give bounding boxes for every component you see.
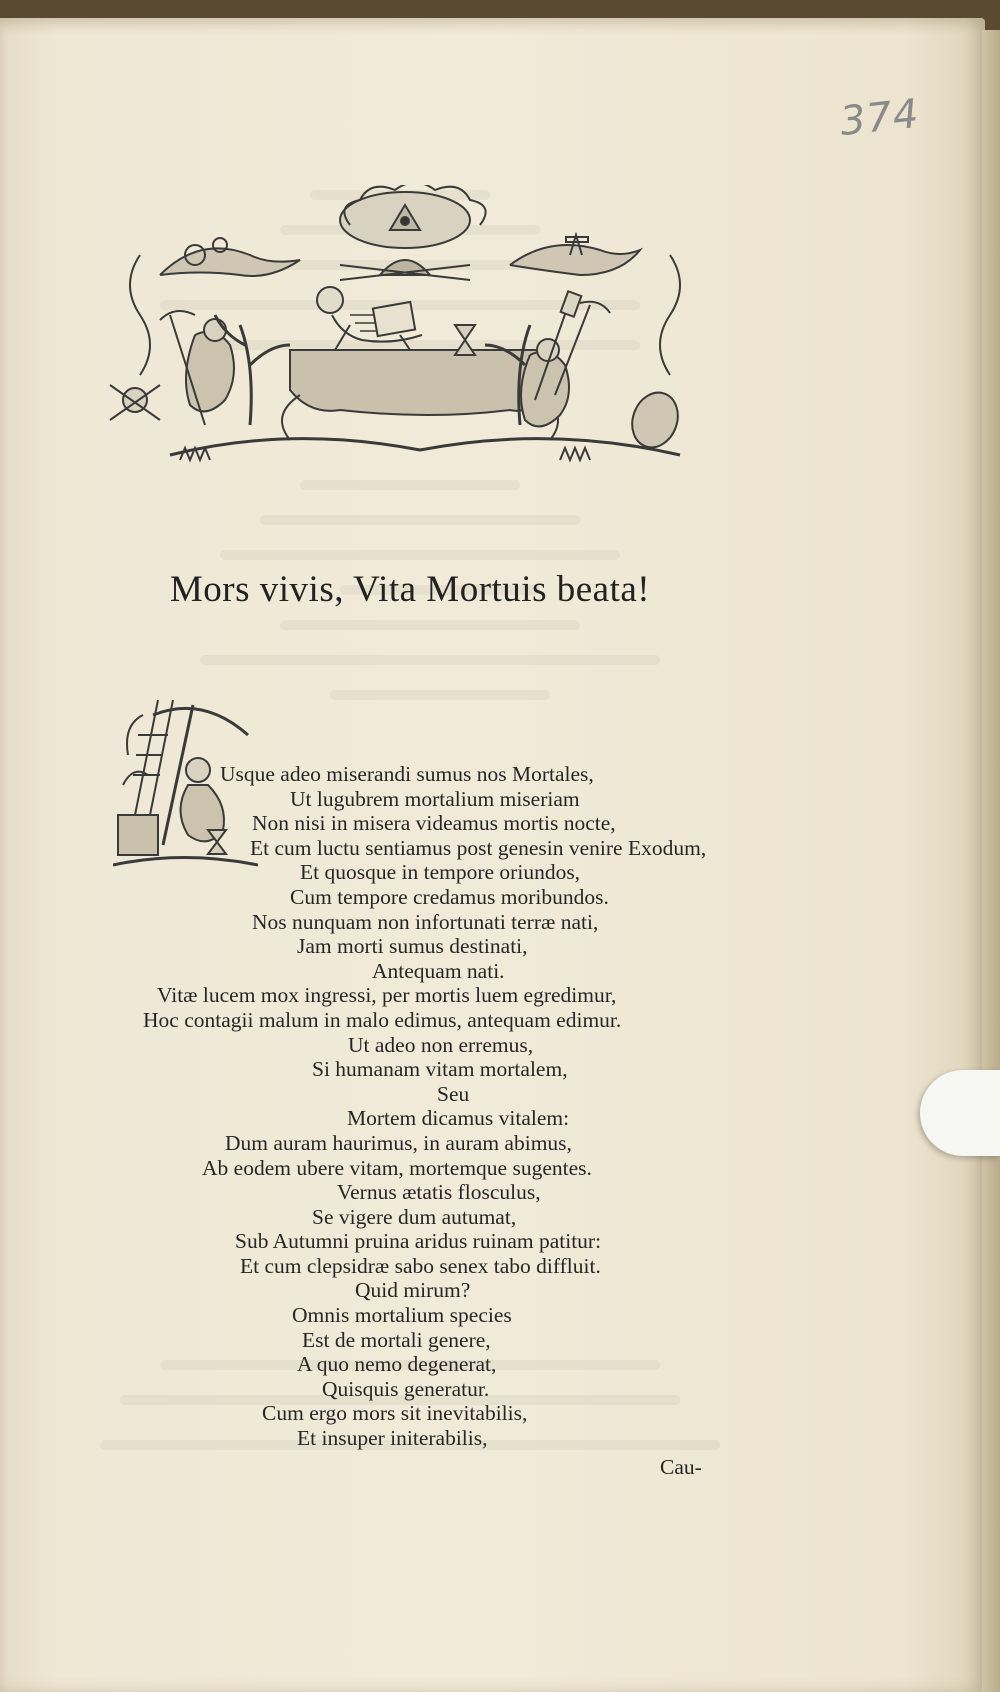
poem-line: Quisquis generatur. [322,1376,490,1401]
poem-text [140,762,740,1451]
poem-line: Vitæ lucem mox ingressi, per mortis luem egredimur, [157,983,617,1008]
poem-line: Cum tempore credamus moribundos. [290,884,609,909]
poem-line: Ut adeo non erremus, [348,1032,534,1057]
poem-line: Nos nunquam non infortunati terræ nati, [252,909,599,934]
poem-line: A quo nemo degenerat, [297,1352,497,1377]
poem-line: Et insuper initerabilis, [297,1426,488,1451]
poem-line: Non nisi in misera videamus mortis nocte, [252,811,616,836]
poem-line: Se vigere dum autumat, [312,1204,517,1229]
poem-line: Quid mirum? [355,1278,471,1303]
poem-line: Ut lugubrem mortalium miseriam [290,786,580,811]
poem-line: Cum ergo mors sit inevitabilis, [262,1401,528,1426]
poem-line: Ab eodem ubere vitam, mortemque sugentes. [202,1155,592,1180]
poem-line: Et cum clepsidræ sabo senex tabo diffluit. [240,1253,601,1278]
page-edge [982,30,1000,1692]
poem-line: Et quosque in tempore oriundos, [300,860,581,885]
memento-mori-headpiece-engraving [100,185,720,505]
poem-line: Si humanam vitam mortalem, [312,1057,568,1082]
catchword: Cau- [660,1455,702,1479]
poem-line: Usque adeo miserandi sumus nos Mortales, [220,762,594,786]
page-title: Mors vivis, Vita Mortuis beata! [169,569,651,610]
poem-line: Mortem dicamus vitalem: [347,1106,570,1131]
poem-line: Est de mortali genere, [302,1327,491,1352]
bookmark-tab [920,1070,1000,1156]
poem-line: Hoc contagii malum in malo edimus, antequam edimur. [143,1007,622,1032]
poem-line: Sub Autumni pruina aridus ruinam patitur: [235,1229,602,1254]
poem-line: Seu [437,1081,470,1106]
poem-line: Et cum luctu sentiamus post genesin venire Exodum, [250,835,707,860]
poem-line: Dum auram haurimus, in auram abimus, [225,1130,572,1155]
poem-line: Vernus ætatis flosculus, [337,1180,541,1205]
poem-line: Antequam nati. [372,958,505,983]
folio-number: 374 [837,90,922,146]
poem-line: Omnis mortalium species [292,1303,512,1328]
poem-line: Jam morti sumus destinati, [297,934,528,959]
